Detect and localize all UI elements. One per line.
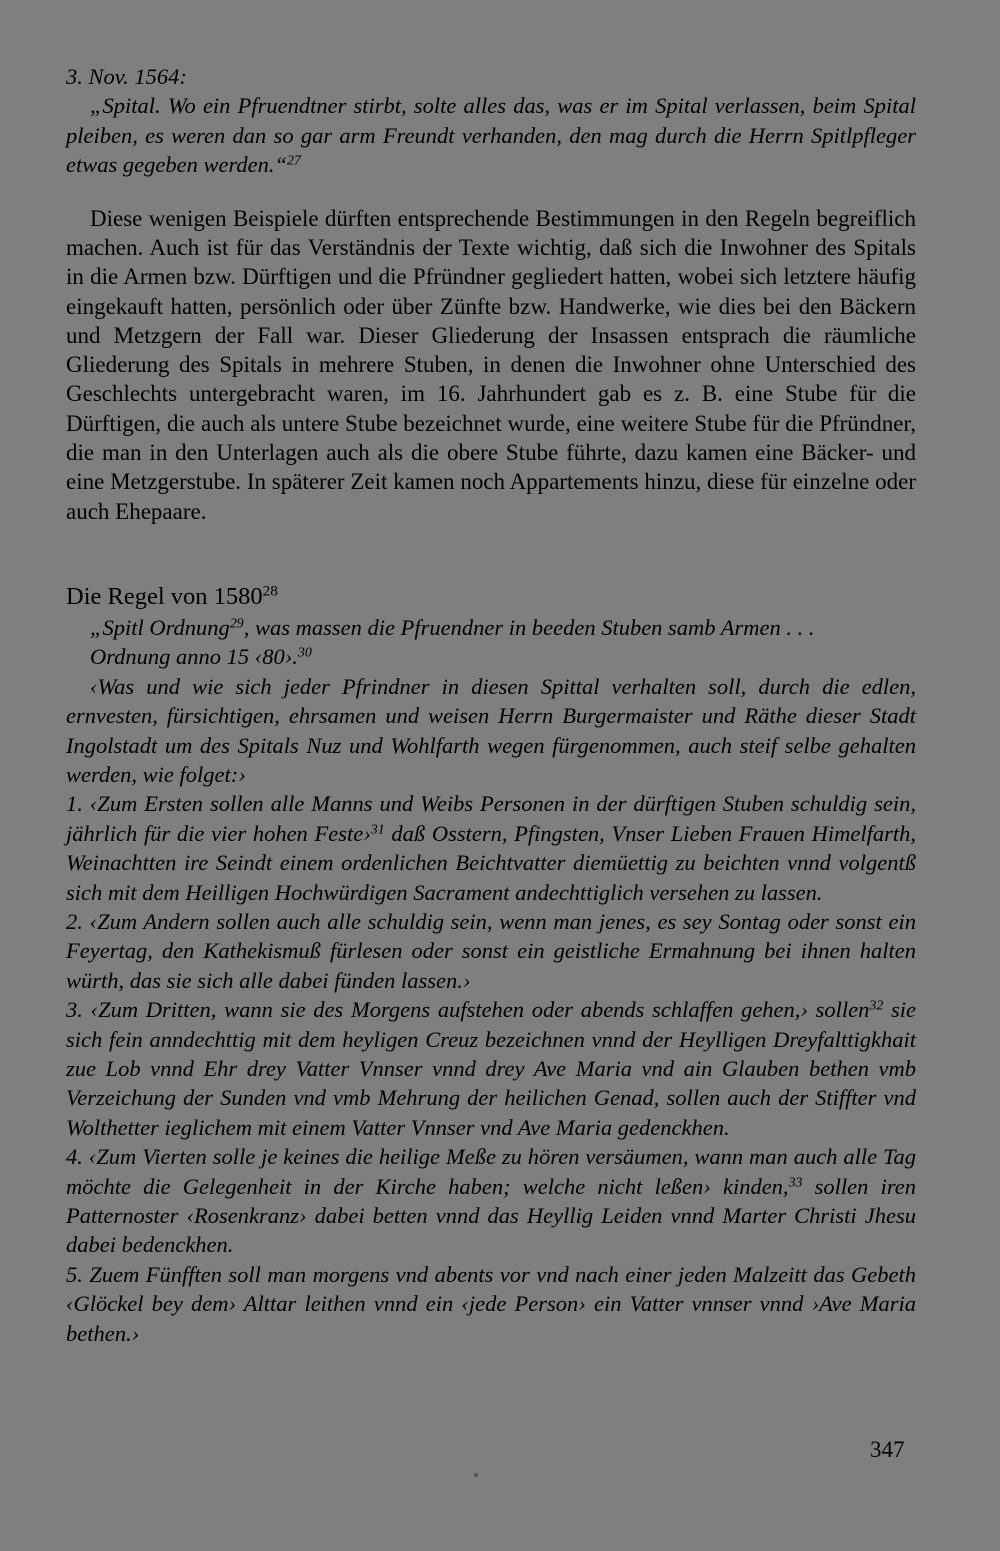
rule-item-4-part-b: sollen iren Patternoster ‹Rosenkranz› dabei betten vnnd das Heyllig Leiden vnnd Marter Christi Jhesu dabei bedenckhen.: [66, 1173, 917, 1258]
rule-title-part-b: , was massen die Pfruendner in beeden Stuben samb Armen . . .: [243, 614, 815, 640]
rule-item-5: 5. Zuem Fünfften soll man morgens vnd abents vor vnd nach einer jeden Malzeitt das Gebeth ‹Glöckel bey dem› Alttar leithen vnnd ein ‹jede Person› ein Vatter vnnser vnnd ›Ave Maria bethen.›: [66, 1261, 916, 1346]
rule-text-block: [66, 613, 916, 1348]
rule-preamble: ‹Was und wie sich jeder Pfrindner in diesen Spittal verhalten soll, durch die edlen, ernvesten, fürsichtigen, ehrsamen und weisen Herrn Burgermaister und Räthe dieser Stadt Ingolstadt um des Spitals Nuz und Wohlfarth wegen fürgenommen, auch steif selbe gehalten werden, wie folget:›: [66, 673, 916, 787]
scan-speck: [474, 1473, 478, 1477]
page-number: 347: [870, 1437, 905, 1462]
footnote-ref: 28: [262, 582, 278, 600]
body-paragraph: Diese wenigen Beispiele dürften entsprechende Bestimmungen in den Regeln begreiflich machen. Auch ist für das Verständnis der Texte wichtig, daß sich die Inwohner des Spitals in die Armen bzw. Dürftigen und die Pfründner gegliedert hatten, wobei sich letztere häufig eingekauft hatten, persönlich oder über Zünfte bzw. Handwerke, wie dies bei den Bäckern und Metzgern der Fall war. Dieser Gliederung der Insassen entsprach die räumliche Gliederung des Spitals in mehrere Stuben, in denen die Inwohner ohne Unterschied des Geschlechts untergebracht waren, im 16. Jahrhundert gab es z. B. eine Stube für die Dürftigen, die auch als untere Stube bezeichnet wurde, eine weitere Stube für die Pfründner, die man in den Unterlagen auch als die obere Stube führte, dazu kamen eine Bäcker- und eine Metzgerstube. In späterer Zeit kamen noch Appartements hinzu, diese für einzelne oder auch Ehepaare.: [66, 205, 916, 524]
rule-item-1: [66, 789, 916, 907]
rule-item-1-part-a: 1. ‹Zum Ersten sollen alle Manns und Weibs Personen in der dürftigen Stuben schuldig sein, jährlich für die vier hohen Feste›: [66, 791, 916, 846]
footnote-ref: 27: [287, 153, 301, 169]
footnote-ref: 29: [229, 616, 244, 632]
rule-item-3-part-a: 3. ‹Zum Dritten, wann sie des Morgens aufstehen oder abends schlaffen gehen,› sollen: [66, 997, 870, 1023]
intro-quote-block: [66, 62, 916, 180]
intro-quote-text: „Spital. Wo ein Pfruendtner stirbt, solte alles das, was er im Spital verlassen, beim Spital pleiben, es weren dan so gar arm Freundt verhanden, den mag durch die Herrn Spitlpfleger etwas gegeben werden.“: [66, 93, 916, 178]
section-heading: [66, 581, 916, 613]
footnote-ref: 32: [869, 998, 884, 1014]
page-body: [66, 62, 916, 1348]
rule-item-3-part-b: sie sich fein anndechttig mit dem heyligen Creuz bezeichnen vnnd der Heylligen Dreyfalttigkhait zue Lob vnnd Ehr drey Vatter Vnnser vnnd drey Ave Maria vnd ain Glauben bethen vmb Verzeichung der Sunden vnd vmb Mehrung der heilichen Genad, sollen auch der Stiffter vnd Wolthetter ieglichem mit einem Vatter Vnnser vnd Ave Maria gedenckhen.: [66, 997, 916, 1140]
footnote-ref: 31: [370, 822, 385, 838]
footnote-ref: 30: [297, 645, 312, 661]
rule-date-text: Ordnung anno 15 ‹80›.: [90, 644, 298, 670]
rule-item-3: [66, 995, 916, 1142]
rule-item-1-part-b: daß Osstern, Pfingsten, Vnser Lieben Frauen Himelfarth, Weinachtten ire Seindt einem ordenlichen Beichtvatter diemüettig zu beichten vnnd volgentß sich mit dem Heilligen Hochwürdigen Sacrament andechttiglich versehen zu lassen.: [66, 820, 916, 905]
rule-item-4: [66, 1142, 916, 1260]
rule-title-part-a: „Spitl Ordnung: [90, 614, 230, 640]
section-heading-text: Die Regel von 1580: [66, 582, 263, 610]
rule-title: [66, 613, 916, 642]
intro-quote: [66, 91, 916, 179]
intro-date: 3. Nov. 1564:: [66, 64, 187, 89]
rule-item-4-part-a: 4. ‹Zum Vierten solle je keines die heilige Meße zu hören versäumen, wann man auch alle Tag möchte die Gelegenheit in der Kirche haben; welche nicht leßen› kinden,: [66, 1144, 916, 1199]
footnote-ref: 33: [788, 1174, 803, 1190]
rule-date: [66, 642, 916, 671]
rule-item-2: 2. ‹Zum Andern sollen auch alle schuldig sein, wenn man jenes, es sey Sontag oder sonst ein Feyertag, den Kathekismuß fürlesen oder sonst ein geistliche Ermahnung bei ihnen halten würth, das sie sich alle dabei fünden lassen.›: [66, 908, 916, 993]
